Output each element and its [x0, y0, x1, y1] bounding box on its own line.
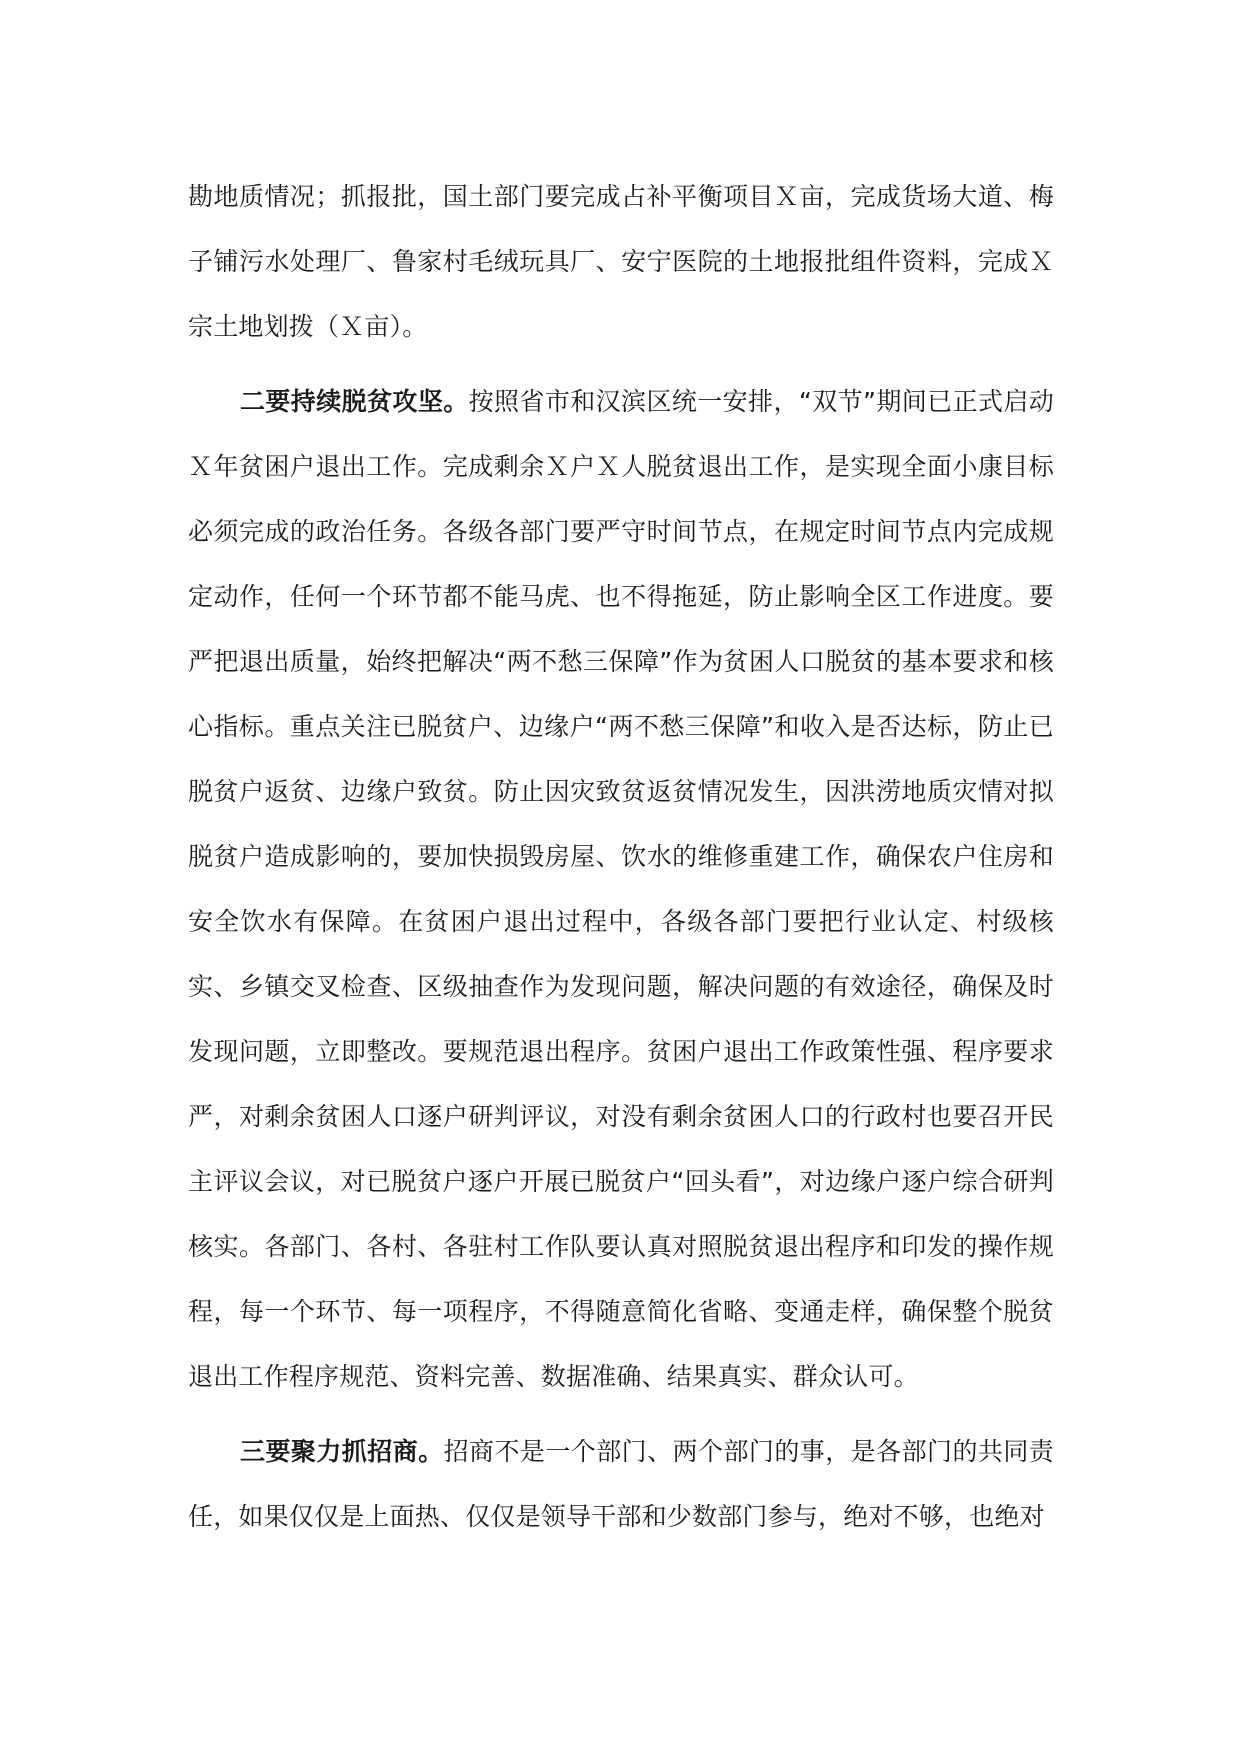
paragraph-investment-attraction — [188, 1419, 1054, 1549]
paragraph-poverty-alleviation — [188, 369, 1054, 1409]
paragraph-lead-heading: 三要聚力抓招商。 — [240, 1437, 444, 1466]
paragraph-continuation — [188, 164, 1054, 359]
paragraph-text: 勘地质情况；抓报批，国土部门要完成占补平衡项目Ｘ亩，完成货场大道、梅子铺污水处理厂、鲁家村毛绒玩具厂、安宁医院的土地报批组件资料，完成Ｘ宗土地划拨（Ｘ亩）。 — [188, 182, 1054, 341]
paragraph-text: 招商不是一个部门、两个部门的事，是各部门的共同责任，如果仅仅是上面热、仅仅是领导干部和少数部门参与，绝对不够，也绝对 — [188, 1437, 1054, 1531]
paragraph-text: 按照省市和汉滨区统一安排，“双节”期间已正式启动Ｘ年贫困户退出工作。完成剩余Ｘ户Ｘ人脱贫退出工作，是实现全面小康目标必须完成的政治任务。各级各部门要严守时间节点，在规定时间节点内完成规定动作，任何一个环节都不能马虎、也不得拖延，防止影响全区工作进度。要严把退出质量，始终把解决“两不愁三保障”作为贫困人口脱贫的基本要求和核心指标。重点关注已脱贫户、边缘户“两不愁三保障”和收入是否达标，防止已脱贫户返贫、边缘户致贫。防止因灾致贫返贫情况发生，因洪涝地质灾情对拟脱贫户造成影响的，要加快损毁房屋、饮水的维修重建工作，确保农户住房和安全饮水有保障。在贫困户退出过程中，各级各部门要把行业认定、村级核实、乡镇交叉检查、区级抽查作为发现问题，解决问题的有效途径，确保及时发现问题，立即整改。要规范退出程序。贫困户退出工作政策性强、程序要求严，对剩余贫困人口逐户研判评议，对没有剩余贫困人口的行政村也要召开民主评议会议，对已脱贫户逐户开展已脱贫户“回头看”，对边缘户逐户综合研判核实。各部门、各村、各驻村工作队要认真对照脱贫退出程序和印发的操作规程，每一个环节、每一项程序，不得随意简化省略、变通走样，确保整个脱贫退出工作程序规范、资料完善、数据准确、结果真实、群众认可。 — [188, 387, 1054, 1391]
document-body — [188, 164, 1054, 1549]
paragraph-lead-heading: 二要持续脱贫攻坚。 — [240, 387, 469, 416]
